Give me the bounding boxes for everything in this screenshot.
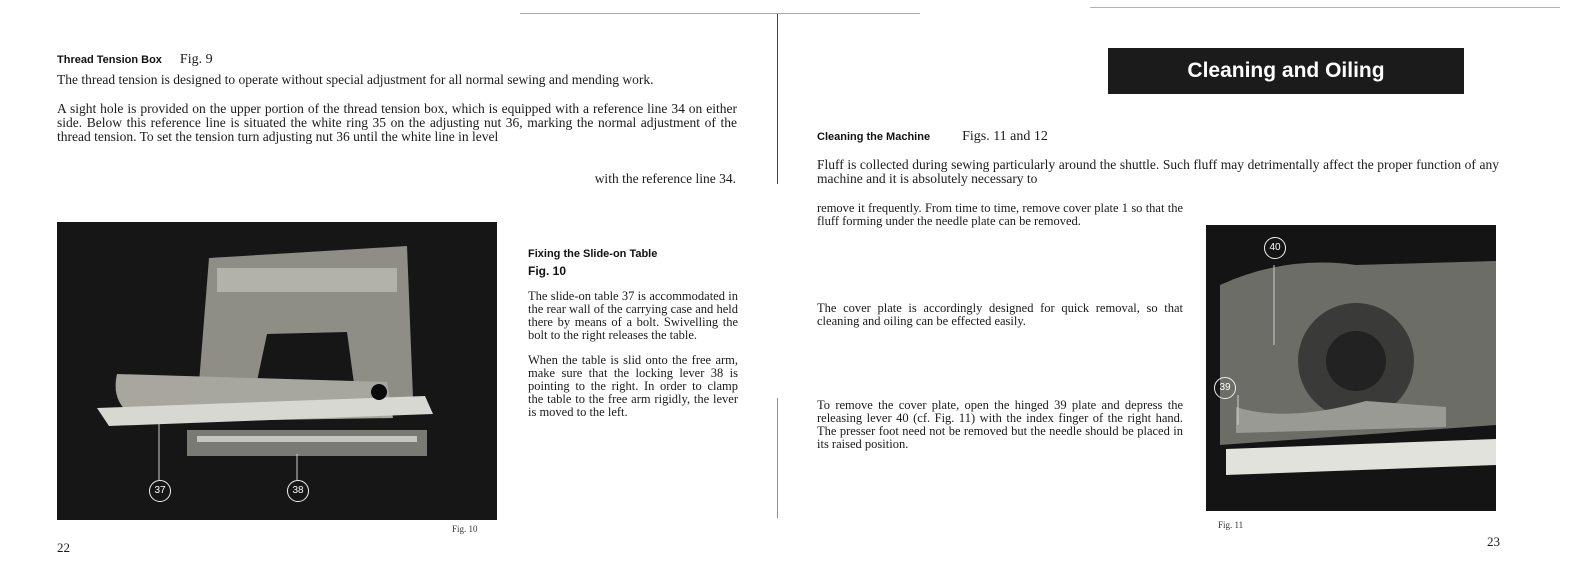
- page-number: 23: [1487, 534, 1500, 549]
- paragraph: The slide-on table 37 is accommodated in the rear wall of the carrying case and held there by means of a bolt. Swivelling the bolt to the right releases the table.: [528, 289, 738, 342]
- section-fig-ref: Fig. 9: [179, 52, 213, 67]
- paragraph: When the table is slid onto the free arm, make sure that the locking lever 38 is pointing to the right. In order to clamp the table to the free arm rigidly, the lever is moved to the left.: [528, 353, 738, 419]
- subsection-fig-ref: Fig. 10: [528, 264, 567, 278]
- callout-38: 38: [287, 480, 309, 502]
- chapter-banner: Cleaning and Oiling: [1108, 48, 1464, 94]
- paragraph: To remove the cover plate, open the hinged 39 plate and depress the releasing lever 40 (cf. Fig. 11) with the index finger of the right hand. The presser foot need not be removed but the needle should be placed in its raised position.: [817, 398, 1183, 451]
- paragraph: The cover plate is accordingly designed for quick removal, so that cleaning and oiling can be effected easily.: [817, 301, 1183, 328]
- right-page: [780, 0, 1570, 576]
- section-heading: [57, 50, 213, 68]
- figure-caption: Fig. 11: [1218, 520, 1244, 530]
- paragraph: A sight hole is provided on the upper portion of the thread tension box, which is equipped with a reference line 34 on either side. Below this reference line is situated the white ring 35 on the adjusting nut 36, marking the normal adjustment of the thread tension. To set the tension turn adjusting nut 36 until the white line in level: [57, 101, 737, 144]
- callout-39: 39: [1214, 377, 1236, 399]
- sewing-machine-image: [57, 222, 497, 520]
- section-title: Thread Tension Box: [57, 54, 162, 66]
- paragraph: remove it frequently. From time to time, remove cover plate 1 so that the fluff forming under the needle plate can be removed.: [817, 201, 1183, 228]
- paragraph: The thread tension is designed to operate without special adjustment for all normal sewing and mending work.: [57, 72, 654, 87]
- page-number: 22: [57, 540, 70, 555]
- section-fig-ref: Figs. 11 and 12: [962, 129, 1048, 144]
- figure-10-photo: [57, 222, 497, 520]
- shuttle-area-image: [1206, 225, 1496, 511]
- callout-40: 40: [1264, 237, 1286, 259]
- figure-caption: Fig. 10: [452, 524, 478, 534]
- section-heading: [817, 127, 1048, 145]
- section-title: Cleaning the Machine: [817, 131, 931, 143]
- figure-11-photo: [1206, 225, 1496, 511]
- callout-37: 37: [149, 480, 171, 502]
- subsection-title: Fixing the Slide-on Table: [528, 248, 658, 260]
- paragraph-tail: with the reference line 34.: [594, 171, 736, 186]
- paragraph: Fluff is collected during sewing particularly around the shuttle. Such fluff may detrimentally affect the proper function of any machine and it is absolutely necessary to: [817, 157, 1499, 186]
- left-page: [0, 0, 780, 576]
